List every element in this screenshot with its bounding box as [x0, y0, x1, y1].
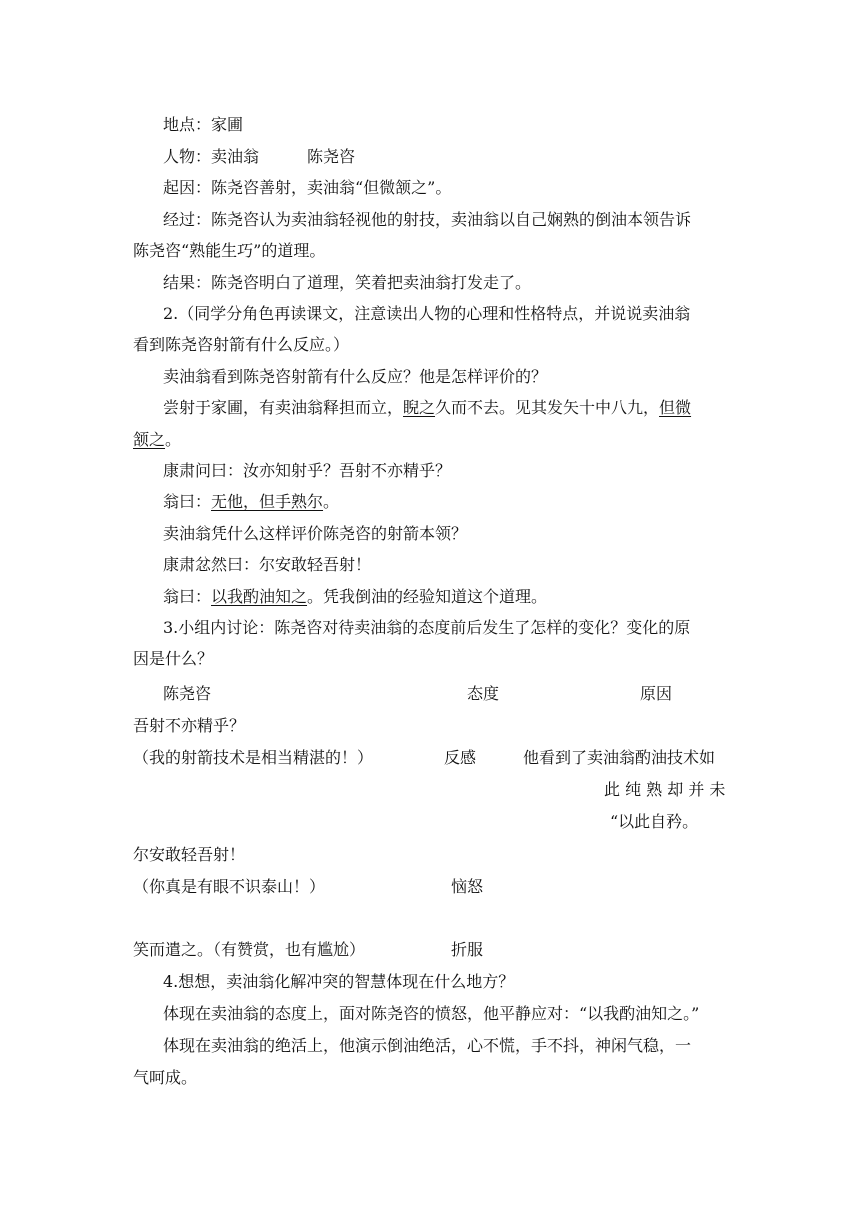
row1-quote: 吾射不亦精乎？	[133, 716, 246, 735]
q2-ask-2: 卖油翁凭什么这样评价陈尧咨的射箭本领？	[163, 524, 468, 543]
people-line	[163, 147, 355, 167]
q4-answer-2-line-2: 气呵成。	[133, 1068, 198, 1087]
row1-reason-line-3: “以此自矜。	[610, 812, 699, 831]
process-line-2: 陈尧咨“熟能生巧”的道理。	[133, 241, 326, 260]
quote-underlined: 睨之	[403, 398, 436, 417]
people-label: 人物：卖油翁	[163, 147, 260, 166]
process-line-1: 经过：陈尧咨认为卖油翁轻视他的射技，卖油翁以自己娴熟的倒油本领告诉	[163, 210, 692, 229]
row2-attitude: 恼怒	[451, 877, 484, 896]
reply-text: 。凭我倒油的经验知道这个道理。	[307, 587, 548, 606]
row1-reason-line-2: 此 纯 熟 却 并 未	[604, 780, 726, 799]
reply-underlined: 以我酌油知之	[211, 587, 308, 606]
table-header-person: 陈尧咨	[163, 684, 212, 703]
reply-text: 。	[323, 492, 340, 511]
q2-prompt-line-2: 看到陈尧咨射箭有什么反应。）	[133, 335, 350, 354]
weng-reply-1	[163, 492, 339, 512]
row1-reason-line-1: 他看到了卖油翁酌油技术如	[523, 748, 716, 767]
q3-prompt-line-1: 3.小组内讨论：陈尧咨对待卖油翁的态度前后发生了怎样的变化？变化的原	[163, 618, 691, 637]
cause-line: 起因：陈尧咨善射，卖油翁“但微颔之”。	[163, 178, 452, 197]
q4-answer-2-line-1: 体现在卖油翁的绝活上，他演示倒油绝活，心不慌，手不抖，神闲气稳，一	[163, 1036, 692, 1055]
q2-quote-1-cont	[133, 430, 181, 450]
row2-note: （你真是有眼不识泰山！）	[133, 877, 326, 896]
weng-reply-2	[163, 587, 547, 607]
row1-note: （我的射箭技术是相当精湛的！）	[133, 748, 374, 767]
row3-quote: 笑而遣之。（有赞赏，也有尴尬）	[133, 940, 366, 959]
q4-answer-1: 体现在卖油翁的态度上，面对陈尧咨的愤怒，他平静应对：“以我酌油知之。”	[163, 1004, 700, 1023]
q4-prompt: 4.想想，卖油翁化解冲突的智慧体现在什么地方？	[163, 972, 515, 991]
quote-underlined: 但微	[659, 398, 692, 417]
row1-attitude: 反感	[444, 748, 477, 767]
quote-text: 久而不去。见其发矢十中八九，	[435, 398, 660, 417]
row2-quote: 尔安敢轻吾射！	[133, 845, 246, 864]
people-second: 陈尧咨	[307, 147, 356, 166]
q2-quote-1	[163, 398, 691, 418]
quote-underlined: 颔之	[133, 430, 166, 449]
table-header-reason: 原因	[640, 684, 673, 703]
q2-ask-1: 卖油翁看到陈尧咨射箭有什么反应？他是怎样评价的？	[163, 367, 548, 386]
q2-prompt-line-1: 2.（同学分角色再读课文，注意读出人物的心理和性格特点，并说说卖油翁	[163, 304, 691, 323]
table-header-attitude: 态度	[467, 684, 500, 703]
reply-underlined: 无他，但手熟尔	[211, 492, 324, 511]
kang-question-1: 康肃问曰：汝亦知射乎？吾射不亦精乎？	[163, 461, 452, 480]
place-line: 地点：家圃	[163, 115, 244, 134]
result-line: 结果：陈尧咨明白了道理，笑着把卖油翁打发走了。	[163, 273, 532, 292]
row3-attitude: 折服	[451, 940, 484, 959]
q3-prompt-line-2: 因是什么？	[133, 649, 214, 668]
reply-text: 翁曰：	[163, 587, 212, 606]
kang-question-2: 康肃忿然曰：尔安敢轻吾射！	[163, 555, 372, 574]
quote-text: 。	[165, 430, 182, 449]
reply-text: 翁曰：	[163, 492, 212, 511]
quote-text: 尝射于家圃，有卖油翁释担而立，	[163, 398, 404, 417]
